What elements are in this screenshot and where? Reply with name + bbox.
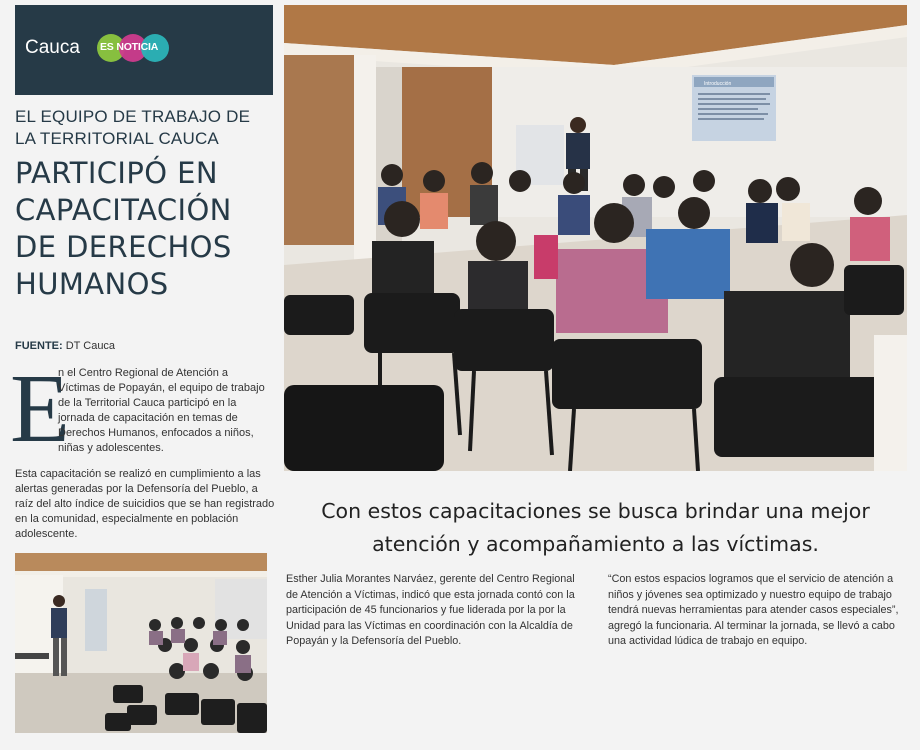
- photo-illustration-secondary: [15, 553, 267, 733]
- source-label: FUENTE:: [15, 340, 63, 352]
- article-kicker: EL EQUIPO DE TRABAJO DE LA TERRITORIAL CAUCA: [15, 107, 251, 148]
- body-column-right: “Con estos espacios logramos que el servicio de atención a niños y jóvenes sea optimizado y nuestro equipo de trabajo tendrá nuevas herramientas para atender casos especiales”, agregó la funcionaria. Al terminar la jornada, se llevó a cabo una actividad lúdica de trabajo en equipo.: [608, 573, 899, 647]
- training-photo-secondary: [15, 553, 267, 733]
- pull-quote: Con estos capacitaciones se busca brindar una mejor atención y acompañamiento a las víctimas.: [321, 499, 870, 556]
- region-label: Cauca: [25, 37, 80, 58]
- source-value: DT Cauca: [65, 340, 116, 352]
- screen-title: Introducción: [704, 81, 732, 87]
- es-noticia-logo: [97, 34, 173, 66]
- body-paragraph: Esta capacitación se realizó en cumplimiento a las alertas generadas por la Defensoría del Pueblo, a raíz del alto índice de suicidios que se han registrado en la comunidad, especialmente en población adolescente.: [15, 468, 275, 540]
- section-header: [15, 5, 273, 95]
- drop-cap: E: [10, 355, 70, 463]
- photo-illustration-main: [284, 5, 907, 471]
- body-column-left: Esther Julia Morantes Narváez, gerente del Centro Regional de Atención a Víctimas, indicó que esta jornada contó con la participación de 45 funcionarios y fue liderada por la por la Unidad para las Víctimas en coordinación con la Alcaldía de Popayán y la Defensoría del Pueblo.: [286, 573, 575, 647]
- article-source: [15, 340, 115, 352]
- logo-text: ES NOTICIA: [100, 41, 159, 53]
- training-photo-main: [284, 5, 907, 471]
- article-headline: PARTICIPÓ EN CAPACITACIÓN DE DERECHOS HUMANOS: [15, 156, 232, 301]
- intro-paragraph: n el Centro Regional de Atención a Víctimas de Popayán, el equipo de trabajo de la Territorial Cauca participó en la jornada de capacitación en temas de Derechos Humanos, enfocados a niños, niñas y adolescentes.: [58, 367, 265, 454]
